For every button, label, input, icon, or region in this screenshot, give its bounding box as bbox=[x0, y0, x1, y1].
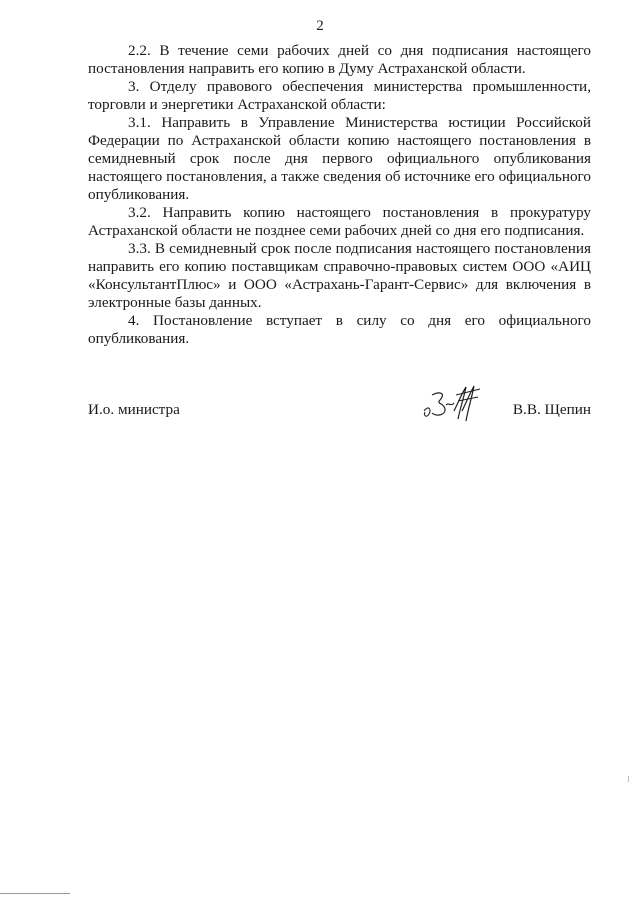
scan-edge-mark bbox=[628, 776, 629, 782]
footer-rule bbox=[0, 893, 70, 894]
paragraph-3-3: 3.3. В семидневный срок после подписания настоящего постановления направить его копию поставщикам справочно-правовых систем ООО «АИЦ «КонсультантПлюс» и ООО «Астрахань-Гарант-Сервис» для включения в электронные базы данных. bbox=[88, 240, 591, 311]
paragraph-2-2: 2.2. В течение семи рабочих дней со дня подписания настоящего постановления направить его копию в Думу Астраханской области. bbox=[88, 42, 591, 77]
paragraph-3: 3. Отделу правового обеспечения министерства промышленности, торговли и энергетики Астраханской области: bbox=[88, 78, 591, 113]
signatory-title: И.о. министра bbox=[88, 401, 180, 418]
handwritten-signature-icon bbox=[418, 383, 488, 425]
paragraph-4: 4. Постановление вступает в силу со дня его официального опубликования. bbox=[88, 312, 591, 347]
signature-block bbox=[88, 383, 591, 433]
paragraph-3-2: 3.2. Направить копию настоящего постановления в прокуратуру Астраханской области не позднее семи рабочих дней со дня его подписания. bbox=[88, 204, 591, 239]
page-number: 2 bbox=[316, 18, 324, 34]
paragraph-3-1: 3.1. Направить в Управление Министерства юстиции Российской Федерации по Астраханской области копию настоящего постановления в семидневный срок после дня первого официального опубликования настоящего постановления, а также сведения об источнике его официального опубликования. bbox=[88, 114, 591, 203]
signatory-name: В.В. Щепин bbox=[512, 401, 591, 418]
document-body bbox=[88, 42, 591, 348]
